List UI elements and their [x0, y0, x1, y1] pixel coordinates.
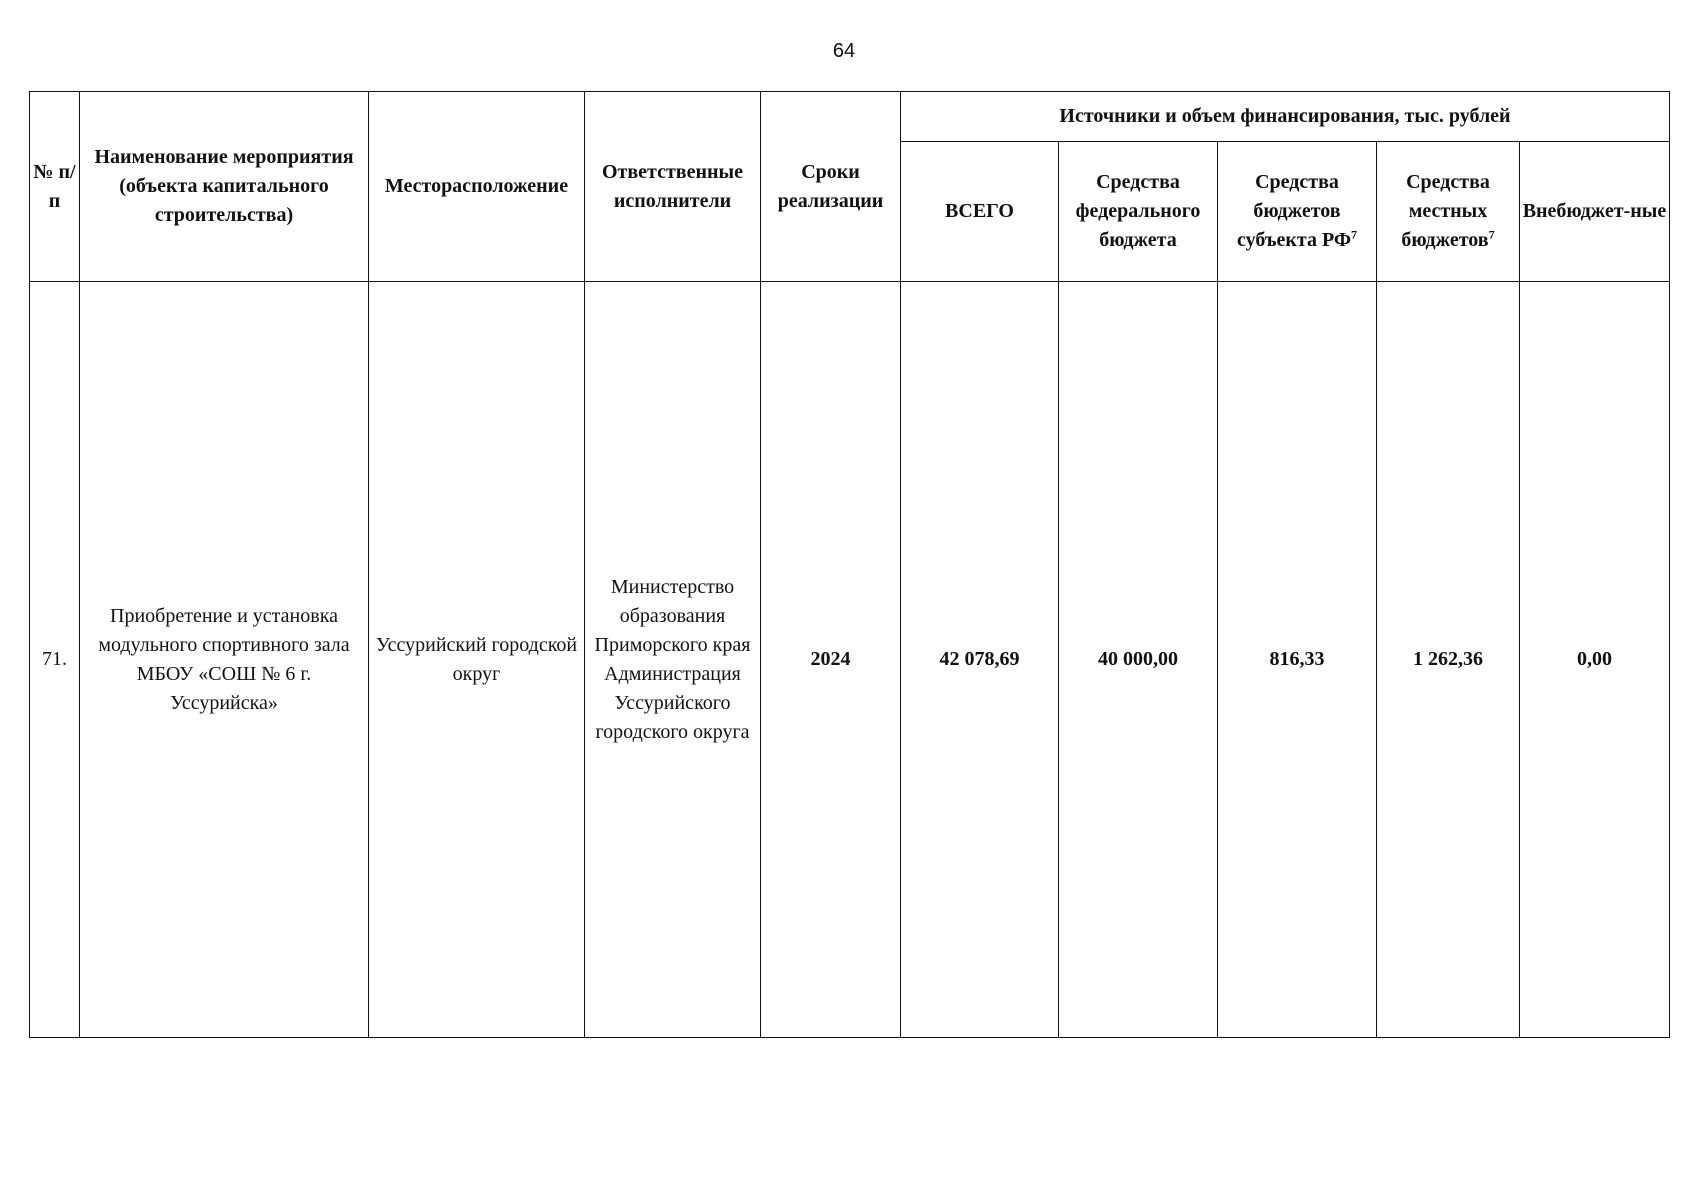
row-num: 71. [30, 282, 80, 1038]
header-period: Сроки реализации [761, 92, 901, 282]
row-period: 2024 [761, 282, 901, 1038]
header-total: ВСЕГО [901, 142, 1059, 282]
header-local-label: Средства местных бюджетов [1401, 171, 1490, 251]
row-local: 1 262,36 [1377, 282, 1520, 1038]
header-financing: Источники и объем финансирования, тыс. рублей [901, 92, 1670, 142]
header-federal: Средства федерального бюджета [1059, 142, 1218, 282]
header-extrabudget: Внебюджет-ные [1520, 142, 1670, 282]
row-total: 42 078,69 [901, 282, 1059, 1038]
header-regional [1218, 142, 1377, 282]
header-location: Месторасположение [369, 92, 585, 282]
header-num: № п/п [30, 92, 80, 282]
row-name: Приобретение и установка модульного спортивного зала МБОУ «СОШ № 6 г. Уссурийска» [80, 282, 369, 1038]
header-regional-label: Средства бюджетов субъекта РФ [1236, 171, 1352, 251]
row-location: Уссурийский городской округ [369, 282, 585, 1038]
financing-table [29, 91, 1670, 1038]
header-local [1377, 142, 1520, 282]
row-executors: Министерство образования Приморского края Администрация Уссурийского городского округа [585, 282, 761, 1038]
table-row [30, 282, 1670, 1038]
row-extrabudget: 0,00 [1520, 282, 1670, 1038]
header-name: Наименование мероприятия (объекта капитального строительства) [80, 92, 369, 282]
row-federal: 40 000,00 [1059, 282, 1218, 1038]
header-local-footnote: 7 [1488, 227, 1495, 242]
header-regional-footnote: 7 [1351, 227, 1358, 242]
row-regional: 816,33 [1218, 282, 1377, 1038]
header-executors: Ответственные исполнители [585, 92, 761, 282]
page-number: 64 [832, 40, 856, 62]
